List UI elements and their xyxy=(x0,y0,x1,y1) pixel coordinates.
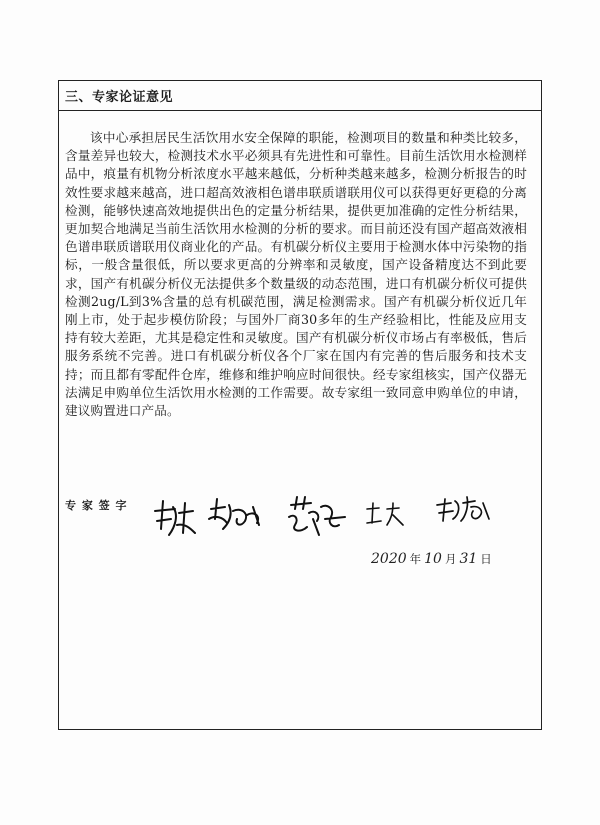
signature-label: 专 家 签 字 xyxy=(65,499,128,512)
signature-date xyxy=(371,551,492,567)
signature-3 xyxy=(289,497,345,535)
opinion-table xyxy=(58,80,542,730)
handwritten-signatures xyxy=(149,489,529,549)
section-header-row xyxy=(59,81,541,111)
signature-5 xyxy=(437,497,489,521)
opinion-paragraph: 该中心承担居民生活饮用水安全保障的职能，检测项目的数量和种类比较多，含量差异也较大，检测技术水平必须具有先进性和可靠性。目前生活饮用水检测样品中，痕量有机物分析浓度水平越来越低，分析种类越来越多，检测分析报告的时效性要求越来越高，进口超高效液相色谱串联质谱联用仪可以获得更好更稳的分离检测，能够快速高效地提供出色的定量分析结果，提供更加准确的定性分析结果，更加契合地满足当前生活饮用水检测的分析的要求。而目前还没有国产超高效液相色谱串联质谱联用仪商业化的产品。有机碳分析仪主要用于检测水体中污染物的指标，一般含量很低，所以要求更高的分辨率和灵敏度，国产设备精度达不到此要求，国产有机碳分析仪无法提供多个数量级的动态范围，进口有机碳分析仪可提供检测2ug/L到3%含量的总有机碳范围，满足检测需求。国产有机碳分析仪近几年刚上市，处于起步模仿阶段；与国外厂商30多年的生产经验相比，性能及应用支持有较大差距，尤其是稳定性和灵敏度。国产有机碳分析仪市场占有率极低，售后服务系统不完善。进口有机碳分析仪各个厂家在国内有完善的售后服务和技术支持；而且都有零配件仓库，维修和维护响应时间很快。经专家组核实，国产仪器无法满足申购单位生活饮用水检测的工作需要。故专家组一致同意申购单位的申请，建议购置进口产品。 xyxy=(65,130,527,419)
section-title: 三、专家论证意见 xyxy=(65,90,174,105)
date-day-handwritten: 31 xyxy=(459,551,478,567)
date-month-handwritten: 10 xyxy=(424,551,442,567)
signature-4 xyxy=(367,503,403,525)
date-month-char: 月 xyxy=(444,552,457,566)
signature-1 xyxy=(155,501,195,535)
signature-2 xyxy=(209,499,259,529)
date-day-char: 日 xyxy=(480,552,492,566)
date-year-handwritten: 2020 xyxy=(371,551,407,567)
date-year-char: 年 xyxy=(409,552,422,566)
